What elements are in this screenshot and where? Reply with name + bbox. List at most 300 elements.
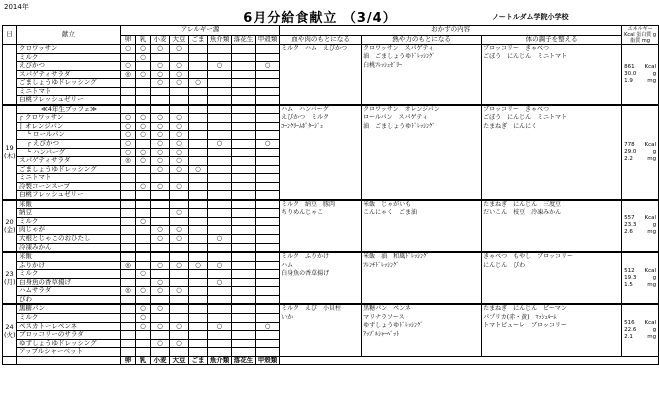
allergen-mark: [136, 226, 151, 235]
page-title: 6月分給食献立 （3/4）: [243, 11, 397, 26]
nutrition-unit: g: [652, 222, 657, 229]
allergen-header: 大豆: [170, 35, 189, 45]
allergen-mark: [256, 96, 280, 105]
allergen-mark: ○: [121, 62, 136, 71]
food-group-text: ブロッコリー きゃべつ ごぼう にんじん ミニトマト: [483, 45, 568, 61]
allergen-mark: ○: [136, 157, 151, 166]
nutrition-unit: mg: [647, 155, 657, 162]
day-cell: [3, 200, 17, 252]
nutrition-protein: [623, 222, 657, 229]
allergen-mark: ◎: [121, 261, 136, 270]
allergen-mark: [170, 96, 189, 105]
allergen-mark: [136, 79, 151, 88]
nutrition-protein: [623, 327, 657, 334]
allergen-header: ごま: [189, 35, 208, 45]
allergen-mark: [256, 70, 280, 79]
dish-name: 白身魚の香草揚げ: [17, 278, 121, 287]
allergen-mark: [170, 87, 189, 96]
allergen-mark: [232, 174, 256, 183]
allergen-mark: [151, 270, 170, 279]
nutrition-value: 512: [624, 267, 635, 274]
allergen-mark: [256, 105, 280, 114]
food-group-yellow: [362, 252, 482, 304]
allergen-mark: ○: [151, 322, 170, 331]
dish-name: 米飯: [17, 252, 121, 261]
allergen-mark: [189, 96, 208, 105]
allergen-mark: ○: [151, 140, 170, 149]
allergen-mark: ○: [170, 287, 189, 296]
dish-name: 黒糖パン: [17, 304, 121, 313]
allergen-mark: [136, 191, 151, 200]
allergen-mark: [256, 174, 280, 183]
food-group-text: ミルク 納豆 豚肉 ちりめんじゃこ: [281, 200, 335, 217]
dish-name: ミニトマト: [17, 87, 121, 96]
allergen-mark: [232, 79, 256, 88]
allergen-mark: ○: [121, 131, 136, 140]
allergen-footer: 落花生: [232, 356, 256, 365]
food-group-green: [482, 105, 622, 200]
dish-name: ゆずしょうゆドレッシング: [17, 339, 121, 348]
allergen-mark: [256, 209, 280, 218]
day-cell: [3, 252, 17, 304]
allergen-mark: [121, 217, 136, 226]
allergen-mark: ○: [170, 122, 189, 131]
allergen-mark: [256, 235, 280, 244]
allergen-mark: [170, 270, 189, 279]
allergen-mark: [232, 322, 256, 331]
allergen-mark: [208, 270, 232, 279]
menu-table: [2, 25, 659, 365]
food-group-text: たまねぎ にんじん 三度豆 だいこん 枝豆 冷凍みかん: [483, 200, 562, 217]
food-group-text: たまねぎ にんじん ピーマン パプリカ(赤・黄) ﾏｯｼｭﾙｰﾑ トマトピューレ ブロッコリー: [483, 305, 567, 330]
allergen-mark: ○: [121, 148, 136, 157]
food-group-text: ミルク えび 小貝柱 いか: [281, 305, 341, 321]
dish-name: ブロッコリーのサラダ: [17, 331, 121, 340]
allergen-mark: [232, 157, 256, 166]
dish-name: ペスカトーレペンネ: [17, 322, 121, 331]
allergen-mark: ○: [151, 45, 170, 54]
allergen-header: 落花生: [232, 35, 256, 45]
dish-name: スパゲティサラダ: [17, 157, 121, 166]
dish-name: 大根とじゃこのおひたし: [17, 235, 121, 244]
allergen-mark: [151, 174, 170, 183]
allergen-mark: [189, 140, 208, 149]
allergen-mark: [189, 217, 208, 226]
allergen-mark: [256, 87, 280, 96]
allergen-mark: [232, 209, 256, 218]
school-name: ノートルダム学院小学校: [492, 13, 569, 21]
day-number: 24: [5, 322, 14, 331]
allergen-mark: [232, 339, 256, 348]
allergen-mark: [121, 252, 136, 261]
food-group-yellow: [362, 105, 482, 200]
nutrition-cell: [622, 45, 659, 105]
allergen-mark: [189, 200, 208, 209]
allergen-mark: [170, 295, 189, 304]
dish-name: 白桃フレッシュゼリー: [17, 96, 121, 105]
allergen-mark: [256, 243, 280, 252]
allergen-mark: ○: [170, 148, 189, 157]
nutrition-value: 2.6: [624, 229, 633, 236]
allergen-mark: [256, 122, 280, 131]
allergen-mark: [189, 287, 208, 296]
allergen-mark: ○: [136, 45, 151, 54]
allergen-mark: [189, 114, 208, 123]
nutrition-unit: g: [652, 148, 657, 155]
food-group-yellow: [362, 45, 482, 105]
allergen-mark: ○: [151, 235, 170, 244]
allergen-mark: [189, 252, 208, 261]
allergen-mark: [208, 174, 232, 183]
allergen-mark: [136, 331, 151, 340]
allergen-mark: [232, 105, 256, 114]
food-group-green: [482, 252, 622, 304]
allergen-mark: ○: [170, 182, 189, 191]
allergen-mark: ○: [170, 226, 189, 235]
allergen-mark: ○: [151, 122, 170, 131]
allergen-mark: [151, 87, 170, 96]
allergen-mark: ○: [170, 235, 189, 244]
allergen-mark: ○: [189, 261, 208, 270]
allergen-header: 乳: [136, 35, 151, 45]
allergen-mark: [208, 348, 232, 357]
dish-name: └ ロールパン: [17, 131, 121, 140]
allergen-mark: ○: [136, 322, 151, 331]
allergen-mark: [232, 295, 256, 304]
allergen-mark: ○: [136, 122, 151, 131]
allergen-mark: [136, 243, 151, 252]
allergen-mark: ◎: [121, 70, 136, 79]
food-group-green: [482, 304, 622, 356]
allergen-mark: [121, 226, 136, 235]
food-group-red: [280, 304, 362, 356]
allergen-mark: [189, 270, 208, 279]
allergen-mark: [256, 217, 280, 226]
allergen-mark: ○: [151, 304, 170, 313]
allergen-mark: [256, 295, 280, 304]
allergen-mark: [208, 209, 232, 218]
allergen-mark: [121, 243, 136, 252]
nutrition-value: 778: [624, 141, 635, 148]
dish-name: 納豆: [17, 209, 121, 218]
allergen-mark: ○: [151, 226, 170, 235]
allergen-mark: ○: [170, 114, 189, 123]
nutrition-value: 30.0: [624, 70, 637, 77]
allergen-mark: ○: [170, 339, 189, 348]
allergen-mark: [121, 182, 136, 191]
day-number: 19: [5, 144, 14, 153]
allergen-mark: [256, 287, 280, 296]
nutrition-unit: Kcal: [644, 267, 657, 274]
allergen-mark: [232, 200, 256, 209]
allergen-header: 小麦: [151, 35, 170, 45]
allergen-mark: [256, 252, 280, 261]
footer-blank: [280, 356, 659, 365]
allergen-mark: [189, 226, 208, 235]
food-group-green: [482, 45, 622, 105]
allergen-mark: [232, 122, 256, 131]
day-of-week: (木): [4, 152, 16, 161]
allergen-mark: [151, 295, 170, 304]
nutrition-energy: [623, 142, 657, 149]
nutrition-value: 2.1: [624, 334, 633, 341]
nutrition-value: 29.0: [624, 148, 637, 155]
nutrition-value: 23.3: [624, 222, 637, 229]
allergen-header: 卵: [121, 35, 136, 45]
food-group-text: ミルク ふりかけ ハム 白身魚の香草揚げ: [281, 253, 330, 277]
nutrition-unit: Kcal: [644, 320, 657, 327]
table-row: [3, 304, 659, 313]
allergen-mark: [232, 252, 256, 261]
allergen-mark: [232, 87, 256, 96]
allergen-mark: [170, 243, 189, 252]
food-group-yellow: [362, 200, 482, 252]
allergen-mark: [121, 313, 136, 322]
allergen-mark: [189, 182, 208, 191]
allergen-mark: [121, 331, 136, 340]
allergen-mark: [208, 331, 232, 340]
allergen-mark: [136, 140, 151, 149]
allergen-mark: [208, 182, 232, 191]
allergen-mark: [208, 45, 232, 54]
allergen-mark: [136, 252, 151, 261]
allergen-mark: ○: [136, 131, 151, 140]
allergen-mark: [256, 270, 280, 279]
allergen-mark: [232, 235, 256, 244]
side-header: おかずの内容: [280, 26, 622, 36]
food-group-red: [280, 45, 362, 105]
allergen-mark: [208, 157, 232, 166]
nutrition-cell: [622, 304, 659, 356]
allergen-mark: [136, 96, 151, 105]
allergen-mark: [121, 165, 136, 174]
food-group-text: ハム ハンバーグ えびかつ ミルク ｺｰﾝｸﾘｰﾑﾎﾟﾀｰｼﾞｭ: [281, 105, 329, 130]
allergen-mark: [151, 348, 170, 357]
allergen-mark: [121, 270, 136, 279]
nutrition-unit: Kcal: [644, 215, 657, 222]
allergen-mark: [208, 87, 232, 96]
dish-name: 米飯: [17, 200, 121, 209]
dish-name: ミルク: [17, 270, 121, 279]
allergen-mark: ○: [189, 79, 208, 88]
allergen-mark: [208, 114, 232, 123]
food-group-text: 米飯 じゃがいも こんにゃく ごま油: [363, 200, 417, 217]
day-cell: [3, 304, 17, 356]
allergen-mark: ◎: [121, 157, 136, 166]
nutrition-energy: [623, 64, 657, 71]
food-group-text: クロワッサン オレンジパン ロールパン スパゲティ 油 ごましょうゆﾄﾞﾚｯｼﾝｸﾞ: [363, 105, 440, 130]
day-number: 23: [5, 270, 14, 279]
nutrition-unit: mg: [647, 229, 657, 236]
allergen-mark: [136, 174, 151, 183]
allergen-mark: [189, 105, 208, 114]
allergen-mark: [189, 53, 208, 62]
allergen-mark: [189, 331, 208, 340]
allergen-mark: [208, 339, 232, 348]
food-group-text: きゃべつ もやし ブロッコリー にんじん びわ: [483, 253, 573, 269]
food-group-text: 黒糖パン ペンネ マリナラソース ゆずしょうゆﾄﾞﾚｯｼﾝｸﾞ ｱｯﾌﾟﾙｼｬｰﾍﾞｯﾄ: [363, 305, 424, 338]
allergen-mark: [232, 182, 256, 191]
nutrition-unit: g: [652, 274, 657, 281]
allergen-mark: [121, 322, 136, 331]
allergen-mark: [208, 70, 232, 79]
allergen-mark: [232, 131, 256, 140]
allergen-mark: ○: [121, 114, 136, 123]
nutrition-unit: mg: [647, 77, 657, 84]
group-header: 血や肉のもとになる: [280, 35, 362, 45]
group-header: 体の調子を整える: [482, 35, 622, 45]
food-group-red: [280, 200, 362, 252]
allergen-mark: [189, 131, 208, 140]
day-cell: [3, 45, 17, 105]
day-cell: [3, 105, 17, 200]
allergen-mark: [256, 226, 280, 235]
allergen-mark: [232, 53, 256, 62]
allergen-mark: [189, 87, 208, 96]
table-row: [3, 200, 659, 209]
allergen-mark: [256, 313, 280, 322]
nutrition-value: 1.9: [624, 77, 633, 84]
allergen-mark: [256, 114, 280, 123]
allergen-mark: ○: [151, 182, 170, 191]
allergen-mark: [189, 62, 208, 71]
allergen-mark: [208, 252, 232, 261]
allergen-mark: [208, 165, 232, 174]
dish-name: 肉じゃが: [17, 226, 121, 235]
day-header: 日: [3, 26, 17, 45]
allergen-mark: ○: [151, 79, 170, 88]
allergen-mark: ○: [256, 62, 280, 71]
food-group-red: [280, 252, 362, 304]
allergen-mark: [232, 287, 256, 296]
nutrition-value: 557: [624, 215, 635, 222]
nutrition-protein: [623, 71, 657, 78]
allergen-mark: [189, 157, 208, 166]
allergen-mark: [256, 339, 280, 348]
allergen-mark: [256, 165, 280, 174]
food-group-text: ミルク ハム えびかつ: [281, 45, 347, 52]
allergen-footer: 卵: [121, 356, 136, 365]
allergen-mark: [189, 243, 208, 252]
allergen-mark: [208, 122, 232, 131]
allergen-mark: [189, 278, 208, 287]
allergen-footer: 小麦: [151, 356, 170, 365]
allergen-mark: [232, 304, 256, 313]
allergen-mark: [256, 261, 280, 270]
allergen-mark: [232, 70, 256, 79]
nutrition-protein: [623, 275, 657, 282]
allergen-mark: [232, 226, 256, 235]
allergen-mark: [208, 287, 232, 296]
allergen-mark: [151, 243, 170, 252]
allergen-mark: [232, 191, 256, 200]
allergen-mark: ○: [170, 70, 189, 79]
table-row: [3, 252, 659, 261]
allergen-mark: [208, 191, 232, 200]
allergen-header: 魚介類: [208, 35, 232, 45]
nutrition-value: 516: [624, 320, 635, 327]
allergen-mark: ○: [136, 53, 151, 62]
allergen-mark: [136, 62, 151, 71]
allergen-mark: [232, 45, 256, 54]
allergen-mark: [232, 331, 256, 340]
nutrition-fat: [623, 78, 657, 85]
allergen-mark: ○: [151, 70, 170, 79]
allergen-mark: [256, 348, 280, 357]
allergen-mark: [256, 200, 280, 209]
allergen-mark: [208, 96, 232, 105]
allergen-mark: [136, 87, 151, 96]
nutrition-header: エネルギー Kcal 蛋白質 g 脂質 mg: [622, 26, 659, 45]
allergen-mark: ○: [151, 114, 170, 123]
allergen-mark: [136, 200, 151, 209]
allergen-mark: [170, 252, 189, 261]
allergen-mark: [121, 79, 136, 88]
dish-name: 白桃フレッシュゼリー: [17, 191, 121, 200]
allergen-mark: [232, 165, 256, 174]
allergen-mark: ○: [170, 62, 189, 71]
allergen-mark: [208, 217, 232, 226]
allergen-mark: [232, 243, 256, 252]
allergen-mark: [256, 304, 280, 313]
allergen-mark: ○: [151, 131, 170, 140]
allergy-header: アレルギー源: [121, 26, 280, 36]
allergen-mark: ○: [136, 270, 151, 279]
allergen-mark: [189, 45, 208, 54]
allergen-mark: [232, 313, 256, 322]
allergen-mark: ○: [151, 261, 170, 270]
allergen-footer: 魚介類: [208, 356, 232, 365]
day-of-week: (火): [4, 330, 16, 339]
allergen-mark: [189, 174, 208, 183]
allergen-mark: [232, 348, 256, 357]
allergen-footer: 大豆: [170, 356, 189, 365]
allergen-mark: ○: [151, 157, 170, 166]
nutrition-cell: [622, 252, 659, 304]
allergen-mark: [121, 304, 136, 313]
dish-name: ミルク: [17, 313, 121, 322]
nutrition-value: 861: [624, 63, 635, 70]
day-number: 20: [5, 217, 14, 226]
nutrition-cell: [622, 105, 659, 200]
nutrition-fat: [623, 282, 657, 289]
dish-name: ミルク: [17, 53, 121, 62]
allergen-mark: ○: [136, 148, 151, 157]
nutrition-value: 22.6: [624, 327, 637, 334]
allergen-mark: [232, 140, 256, 149]
allergen-mark: [151, 331, 170, 340]
allergen-mark: [151, 252, 170, 261]
dish-name: ふりかけ: [17, 261, 121, 270]
nutrition-protein: [623, 149, 657, 156]
dish-name: ミルク: [17, 217, 121, 226]
dish-name: 冷凍みかん: [17, 243, 121, 252]
dish-name: ハムサラダ: [17, 287, 121, 296]
allergen-mark: ○: [189, 165, 208, 174]
allergen-mark: [121, 87, 136, 96]
allergen-mark: [136, 235, 151, 244]
dish-name: ┌ えびかつ: [17, 140, 121, 149]
allergen-mark: [256, 45, 280, 54]
allergen-mark: [256, 331, 280, 340]
allergen-mark: [136, 348, 151, 357]
allergen-mark: [256, 79, 280, 88]
allergen-mark: ○: [208, 278, 232, 287]
dish-name: ごましょうゆドレッシング: [17, 79, 121, 88]
allergen-mark: [232, 217, 256, 226]
allergen-mark: [189, 148, 208, 157]
food-group-yellow: [362, 304, 482, 356]
